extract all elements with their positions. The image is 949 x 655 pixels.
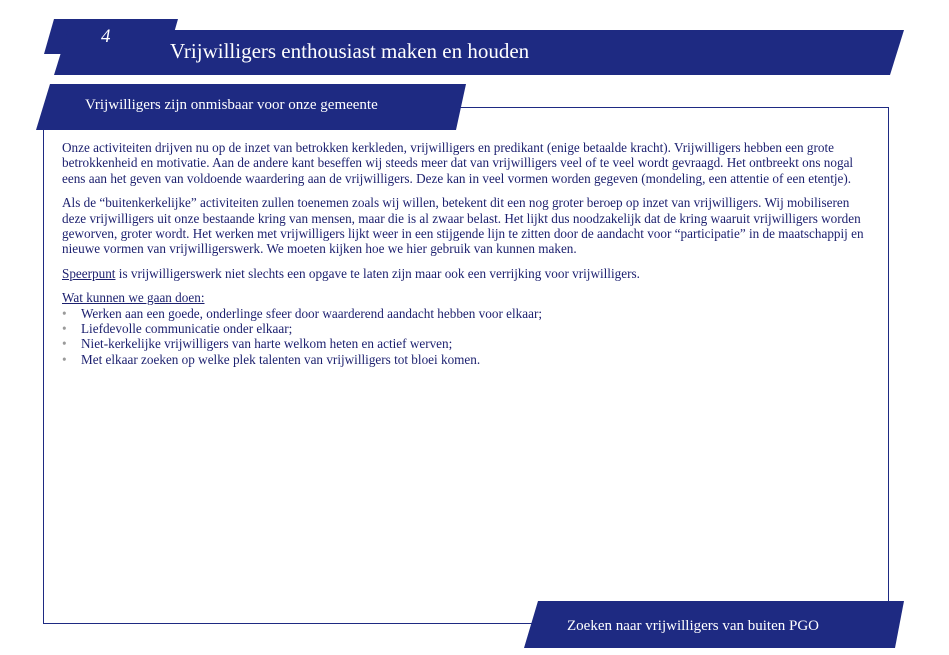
list-item-text: Niet-kerkelijke vrijwilligers van harte welkom heten en actief werven;: [81, 336, 453, 352]
bullet-icon: •: [62, 321, 67, 337]
bullet-icon: •: [62, 351, 67, 367]
page-number: 4: [101, 26, 111, 47]
list-item: [62, 336, 870, 351]
list-item: [62, 306, 870, 321]
bullet-icon: •: [62, 336, 67, 352]
speerpunt-label: Speerpunt: [62, 265, 116, 281]
bullet-icon: •: [62, 305, 67, 321]
paragraph-intro: Onze activiteiten drijven nu op de inzet van betrokken kerkleden, vrijwilligers en predikant (enige betaalde kracht). Vrijwilligers hebben een grote betrokkenheid en motivatie. Aan de andere kant beseffen wij steeds meer dat van vrijwilligers veel of te veel wordt gevraagd. Het ontbreekt ons nogal eens aan het geven van voldoende waardering aan de vrijwilligers. Deze kan in veel vormen worden gegeven (mondeling, een attentie of een etentje).: [62, 140, 854, 186]
footer-title: Zoeken naar vrijwilligers van buiten PGO: [567, 618, 820, 634]
content-body: [62, 140, 870, 367]
todo-heading: Wat kunnen we gaan doen:: [62, 290, 205, 306]
paragraph-speerpunt: [62, 266, 870, 281]
list-item: [62, 321, 870, 336]
list-item-text: Werken aan een goede, onderlinge sfeer door waarderend aandacht hebben voor elkaar;: [81, 305, 543, 321]
list-item-text: Liefdevolle communicatie onder elkaar;: [81, 321, 293, 337]
list-item-text: Met elkaar zoeken op welke plek talenten van vrijwilligers tot bloei komen.: [81, 351, 481, 367]
speerpunt-text: is vrijwilligerswerk niet slechts een opgave te laten zijn maar ook een verrijking voor vrijwilligers.: [115, 265, 640, 281]
list-item: [62, 352, 870, 367]
page-title: Vrijwilligers enthousiast maken en houden: [170, 39, 530, 63]
paragraph-buitenkerkelijk: Als de “buitenkerkelijke” activiteiten zullen toenemen zoals wij willen, betekent dit een nog groter beroep op inzet van vrijwilligers. Wij mobiliseren deze vrijwilligers uit onze bestaande kring van mensen, maar die is al zwaar belast. Het lijkt dus noodzakelijk dat de kring waaruit vrijwilligers worden geworven, groter wordt. Het werken met vrijwilligers lijkt weer in een stijgende lijn te zitten door de aandacht voor “participatie” in de maatschappij en nieuwe vormen van vrijwilligerswerk. We moeten kijken hoe we hier gebruik van kunnen maken.: [62, 195, 864, 257]
todo-list: [62, 306, 870, 368]
section-title: Vrijwilligers zijn onmisbaar voor onze gemeente: [85, 97, 378, 113]
